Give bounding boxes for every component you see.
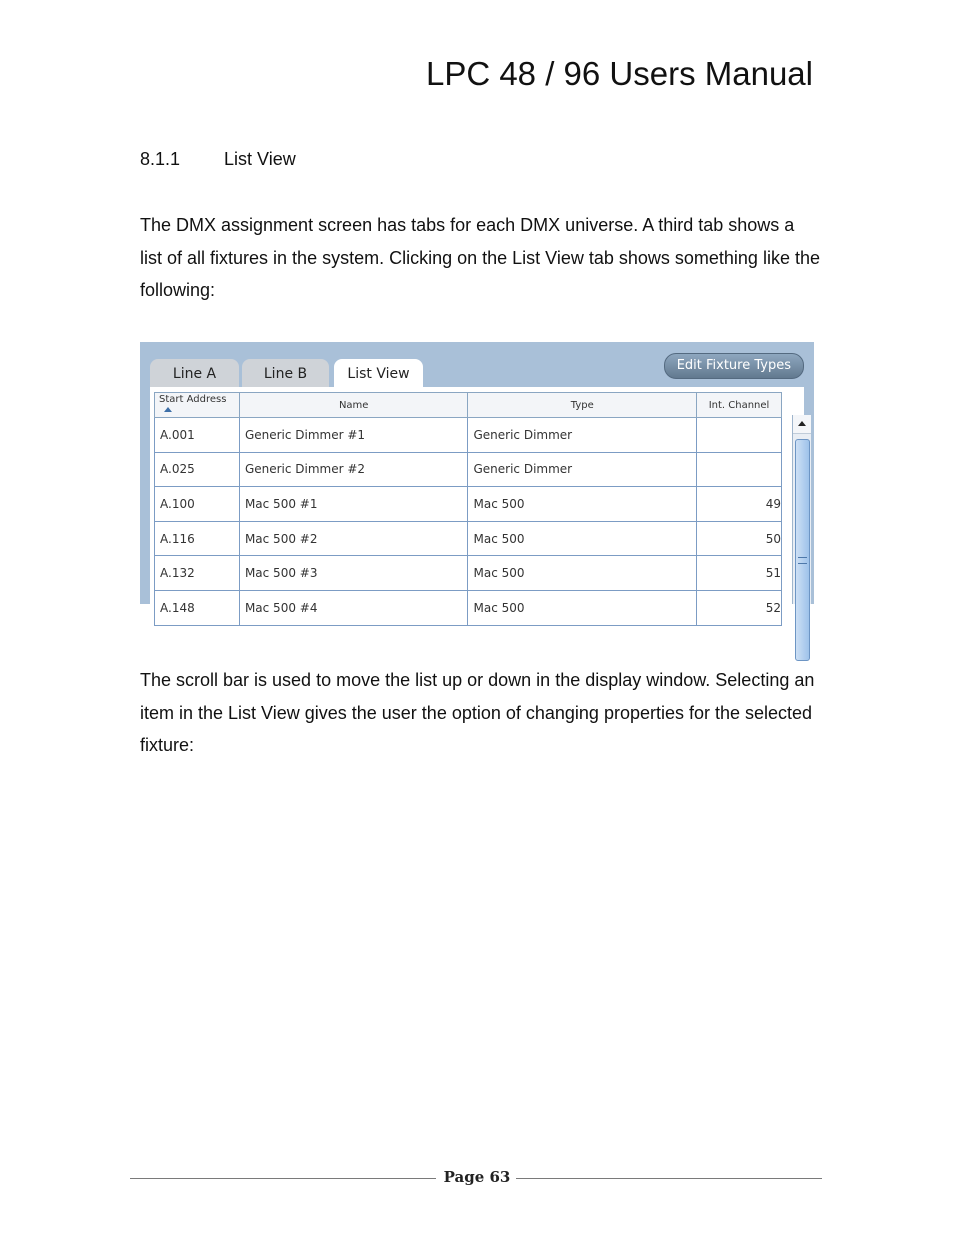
cell-address: A.100 [155, 487, 240, 522]
table-row[interactable] [155, 590, 782, 625]
cell-type: Generic Dimmer [468, 418, 697, 453]
footer-rule-right [516, 1178, 822, 1179]
column-header-int-channel[interactable]: Int. Channel [697, 393, 782, 418]
cell-name: Mac 500 #4 [239, 590, 468, 625]
footer-rule-left [130, 1178, 436, 1179]
scroll-thumb[interactable] [795, 439, 810, 661]
cell-channel [697, 418, 782, 453]
list-view-screenshot [140, 342, 814, 615]
table-row[interactable] [155, 418, 782, 453]
section-number: 8.1.1 [140, 149, 181, 169]
cell-address: A.116 [155, 521, 240, 556]
arrow-up-icon [798, 421, 806, 426]
column-header-start-address[interactable] [155, 393, 240, 418]
scroll-paragraph: The scroll bar is used to move the list up or down in the display window. Selecting an item in the List View gives the user the option of changing properties for the selected fixture: [140, 670, 815, 755]
column-header-label: Start Address [159, 394, 227, 405]
column-header-name[interactable]: Name [239, 393, 468, 418]
table-row[interactable] [155, 487, 782, 522]
scroll-up-button[interactable] [793, 415, 811, 434]
cell-name: Mac 500 #3 [239, 556, 468, 591]
cell-type: Generic Dimmer [468, 452, 697, 487]
cell-type: Mac 500 [468, 590, 697, 625]
section-title: List View [224, 149, 296, 169]
document-title: LPC 48 / 96 Users Manual [425, 55, 813, 92]
cell-address: A.001 [155, 418, 240, 453]
section-heading [140, 149, 296, 170]
sort-ascending-icon [164, 407, 172, 412]
cell-channel: 51 [697, 556, 782, 591]
edit-fixture-types-button[interactable]: Edit Fixture Types [664, 353, 804, 379]
cell-type: Mac 500 [468, 487, 697, 522]
tab-list-view[interactable]: List View [334, 359, 423, 387]
table-row[interactable] [155, 521, 782, 556]
table-row[interactable] [155, 556, 782, 591]
grip-icon [798, 557, 807, 564]
page-number: Page 63 [443, 1168, 511, 1186]
cell-channel: 52 [697, 590, 782, 625]
cell-name: Generic Dimmer #1 [239, 418, 468, 453]
column-header-type[interactable]: Type [468, 393, 697, 418]
cell-channel: 50 [697, 521, 782, 556]
fixture-list-panel [150, 387, 804, 615]
cell-type: Mac 500 [468, 521, 697, 556]
cell-address: A.025 [155, 452, 240, 487]
cell-channel: 49 [697, 487, 782, 522]
cell-channel [697, 452, 782, 487]
cell-name: Mac 500 #1 [239, 487, 468, 522]
vertical-scrollbar[interactable] [792, 415, 811, 604]
table-row[interactable] [155, 452, 782, 487]
tab-line-a[interactable]: Line A [150, 359, 239, 387]
tab-line-b[interactable]: Line B [242, 359, 329, 387]
fixture-table [154, 392, 782, 626]
cell-address: A.132 [155, 556, 240, 591]
intro-paragraph: The DMX assignment screen has tabs for each DMX universe. A third tab shows a list of all fixtures in the system. Clicking on the List View tab shows something like the following: [140, 215, 820, 300]
cell-type: Mac 500 [468, 556, 697, 591]
cell-name: Mac 500 #2 [239, 521, 468, 556]
cell-address: A.148 [155, 590, 240, 625]
cell-name: Generic Dimmer #2 [239, 452, 468, 487]
